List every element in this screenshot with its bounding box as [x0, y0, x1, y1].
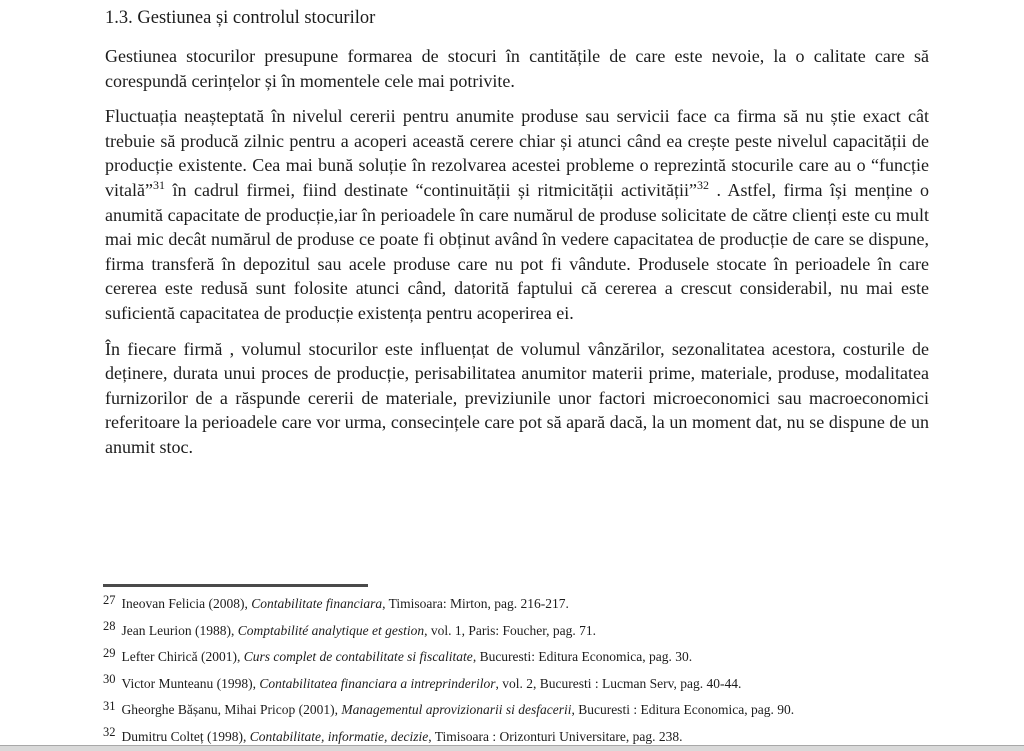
- text-run: , Bucuresti: Editura Economica, pag. 30.: [472, 649, 693, 664]
- window-bottom-edge: [0, 745, 1024, 751]
- footnote-28: [103, 619, 929, 639]
- footnote-29: [103, 645, 929, 665]
- footnote-number: 32: [103, 725, 116, 739]
- footnote-30: [103, 672, 929, 692]
- text-run: , Timisoara : Orizonturi Universitare, pag. 238.: [428, 728, 683, 744]
- text-run: , vol. 2, Bucuresti : Lucman Serv, pag. 40-44.: [495, 675, 742, 691]
- footnote-number: 30: [103, 672, 116, 686]
- footnote-ref: 31: [152, 177, 165, 192]
- paragraph-intro: [105, 44, 929, 93]
- italic-title: Curs complet de contabilitate si fiscalitate: [243, 649, 473, 664]
- italic-title: Managementul aprovizionarii si desfacerii: [341, 702, 572, 717]
- footnote-text: [122, 702, 795, 717]
- text-run: Lefter Chirică (2001),: [121, 649, 244, 664]
- footnotes-section: [103, 584, 929, 751]
- footnote-number: 28: [103, 619, 116, 633]
- footnote-number: 29: [103, 645, 116, 660]
- section-heading: 1.3. Gestiunea și controlul stocurilor: [105, 8, 376, 28]
- paragraph-volume-factors: [105, 337, 929, 460]
- text-run: , Bucuresti : Editura Economica, pag. 90.: [571, 702, 795, 717]
- text-run: Dumitru Colteț (1998),: [121, 728, 250, 744]
- footnote-text: [122, 649, 693, 664]
- footnote-ref: 32: [696, 177, 709, 192]
- italic-title: Comptabilité analytique et gestion: [237, 622, 425, 638]
- footnote-text: [122, 596, 569, 611]
- footnote-text: [122, 623, 597, 638]
- paragraph-fluctuation: [105, 104, 929, 325]
- footnote-32: [103, 725, 929, 745]
- footnote-text: [122, 676, 742, 691]
- footnote-27: [103, 592, 929, 612]
- text-run: În fiecare firmă , volumul stocurilor este influențat de volumul vânzărilor, sezonalitatea acestora, costurile de deținere, durata unui proces de producție, perisabilitatea anumitor materii prime, materiale, produse, modalitatea furnizorilor de a răspunde cererii de materiale, previziunile unor factori microeconomici sau macroeconomici referitoare la perioadele care vor urma, consecințele care pot să apară dacă, la un moment dat, nu se dispune de un anumit stoc.: [105, 338, 929, 457]
- text-run: . Astfel, firma își menține o anumită capacitate de producție,iar în perioadele în care numărul de produse solicitate de către clienți este cu mult mai mic decât numărul de produse ce poate fi obținut având în vedere capacitatea de producție de care se dispune, firma transferă în depozitul sau acele produse care nu pot fi vândute. Produsele stocate în perioadele în care cererea este redusă sunt folosite atunci când, datorită faptului că cererea a crescut considerabil, nu mai este suficientă capacitatea de producție existența pentru acoperirea ei.: [105, 179, 929, 323]
- text-run: Jean Leurion (1988),: [121, 622, 238, 638]
- text-run: Fluctuația neașteptată în nivelul cererii pentru anumite produse sau servicii face ca firma să nu știe exact cât trebuie să producă zilnic pentru a acoperi această cerere chiar și atunci când ea crește peste nivelul capacității de producție existente. Cea mai bună soluție în rezolvarea acestei probleme o reprezintă stocurile care au o “funcție vitală”: [105, 106, 929, 200]
- italic-title: Contabilitatea financiara a intreprinderilor: [259, 675, 496, 691]
- footnote-number: 27: [103, 592, 116, 607]
- text-run: în cadrul firmei, fiind destinate “continuității și ritmicității activității”: [164, 179, 697, 200]
- footnote-number: 31: [103, 698, 116, 713]
- italic-title: Contabilitate, informatie, decizie: [249, 728, 429, 744]
- italic-title: Contabilitate financiara: [251, 596, 383, 611]
- text-run: , Timisoara: Mirton, pag. 216-217.: [382, 596, 569, 611]
- text-run: Ineovan Felicia (2008),: [121, 596, 252, 611]
- page-content: [105, 6, 929, 471]
- footnote-text: [122, 729, 683, 744]
- text-run: Gheorghe Bășanu, Mihai Pricop (2001),: [121, 702, 342, 717]
- text-run: Victor Munteanu (1998),: [121, 675, 260, 691]
- text-run: Gestiunea stocurilor presupune formarea de stocuri în cantitățile de care este nevoie, la o calitate care să corespundă cerințelor și în momentele cele mai potrivite.: [105, 46, 929, 91]
- footnote-separator: [103, 584, 368, 587]
- text-run: , vol. 1, Paris: Foucher, pag. 71.: [424, 622, 597, 638]
- footnote-31: [103, 698, 929, 718]
